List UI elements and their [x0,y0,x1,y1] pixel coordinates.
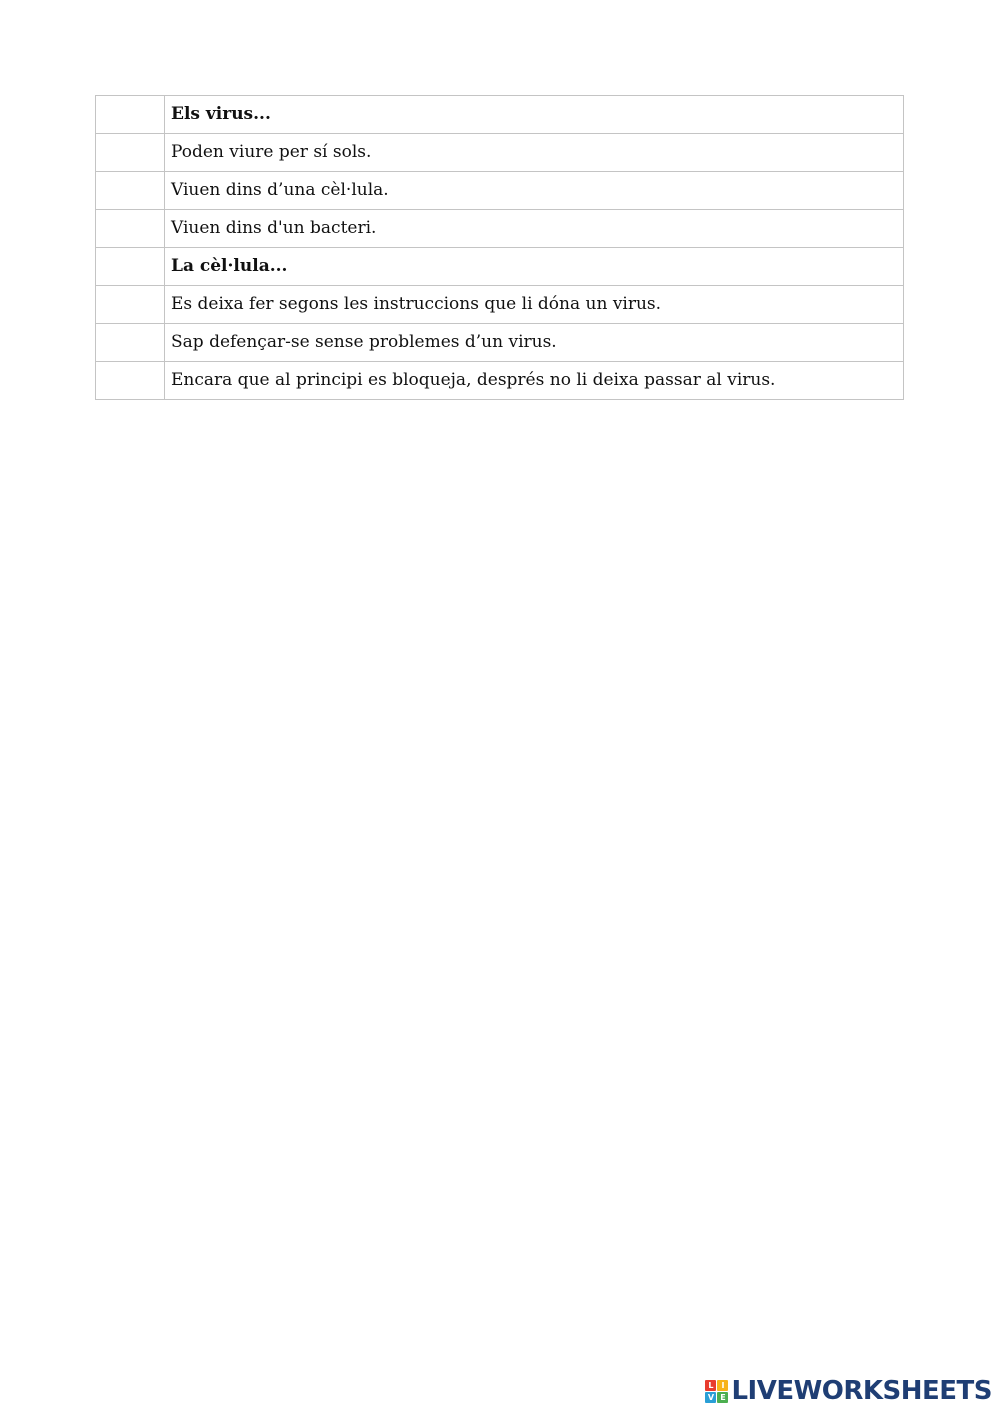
answer-box[interactable] [96,172,165,210]
statement-text: Viuen dins d’una cèl·lula. [165,172,904,210]
section-heading: La cèl·lula... [165,248,904,286]
logo-text: LIVEWORKSHEETS [731,1376,992,1406]
table-row [96,286,904,324]
table-row [96,324,904,362]
statement-text: Es deixa fer segons les instruccions que li dóna un virus. [165,286,904,324]
table-row [96,362,904,400]
answer-box[interactable] [96,248,165,286]
logo-letter: I [717,1380,728,1391]
statements-table [95,95,904,400]
answer-box[interactable] [96,210,165,248]
answer-box[interactable] [96,134,165,172]
statement-text: Sap defençar-se sense problemes d’un virus. [165,324,904,362]
table-row [96,210,904,248]
table-row [96,172,904,210]
table-row [96,96,904,134]
statement-text: Poden viure per sí sols. [165,134,904,172]
table-row [96,248,904,286]
logo-letter: V [705,1392,716,1403]
section-heading: Els virus... [165,96,904,134]
answer-box[interactable] [96,96,165,134]
statement-text: Viuen dins d'un bacteri. [165,210,904,248]
liveworksheets-logo [705,1376,992,1406]
answer-box[interactable] [96,286,165,324]
logo-letter: L [705,1380,716,1391]
statement-text: Encara que al principi es bloqueja, després no li deixa passar al virus. [165,362,904,400]
answer-box[interactable] [96,324,165,362]
logo-mark-icon [705,1380,728,1403]
answer-box[interactable] [96,362,165,400]
logo-letter: E [717,1392,728,1403]
table-row [96,134,904,172]
